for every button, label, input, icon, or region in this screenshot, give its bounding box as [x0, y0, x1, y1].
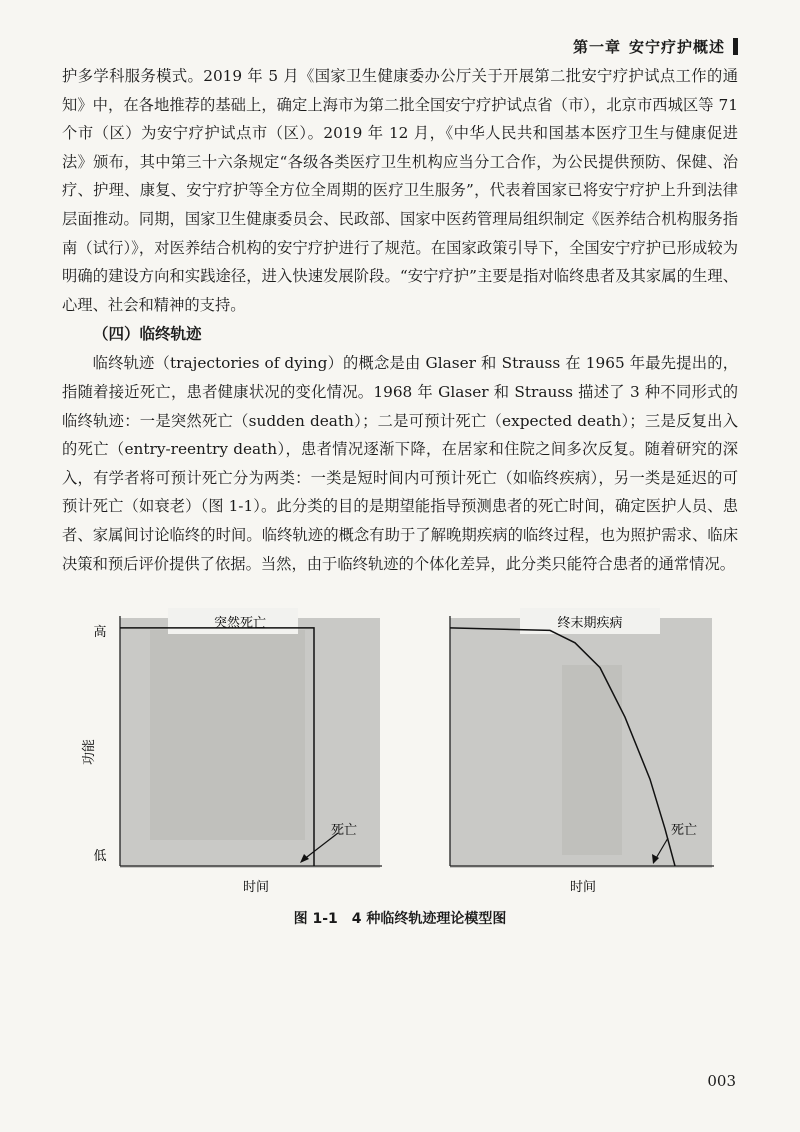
panel-sudden-death-x-label: 时间	[242, 880, 270, 895]
panel-terminal-illness	[450, 608, 714, 895]
panel-terminal-illness-title: 终末期疾病	[557, 616, 623, 631]
paragraph-trajectories: 临终轨迹（trajectories of dying）的概念是由 Glaser 和 Strauss 在 1965 年最先提出的，指随着接近死亡，患者健康状况的变化情况。1968 年 Glaser 和 Strauss 描述了 3 种不同形式的临终轨迹：一是突然死亡（sudden death）；二是可预计死亡（expected death）；三是反复出入的死亡（entry-reentry death），患者情况逐渐下降，在居家和住院之间多次反复。随着研究的深入，有学者将可预计死亡分为两类：一类是短时间内可预计死亡（如临终疾病），另一类是延迟的可预计死亡（如衰老）（图 1-1）。此分类的目的是期望能指导预测患者的死亡时间，确定医护人员、患者、家属间讨论临终的时间。临终轨迹的概念有助于了解晚期疾病的临终过程，也为照护需求、临床决策和预后评价提供了依据。当然，由于临终轨迹的个体化差异，此分类只能符合患者的通常情况。	[62, 354, 738, 573]
sudden-death-death-label: 死亡	[330, 823, 358, 838]
running-header	[573, 36, 738, 57]
panel-sudden-death-shade	[150, 630, 305, 840]
page-number: 003	[707, 1072, 736, 1090]
panel-terminal-illness-x-label: 时间	[569, 880, 597, 895]
body-text	[62, 62, 738, 578]
header-bar-mark	[733, 38, 738, 55]
chapter-label: 第一章	[572, 38, 621, 56]
y-axis-label: 功能	[82, 738, 97, 766]
section-heading: （四）临终轨迹	[93, 325, 202, 344]
caption-text: 4 种临终轨迹理论模型图	[351, 911, 507, 927]
paragraph-continuation: 护多学科服务模式。2019 年 5 月《国家卫生健康委办公厅关于开展第二批安宁疗护试点工作的通知》中，在各地推荐的基础上，确定上海市为第二批全国安宁疗护试点省（市），北京市西城区等 71 个市（区）为安宁疗护试点市（区）。2019 年 12 月，《中华人民共和国基本医疗卫生与健康促进法》颁布，其中第三十六条规定“各级各类医疗卫生机构应当分工合作，为公民提供预防、保健、治疗、护理、康复、安宁疗护等全方位全周期的医疗卫生服务”，代表着国家已将安宁疗护上升到法律层面推动。同期，国家卫生健康委员会、民政部、国家中医药管理局组织制定《医养结合机构服务指南（试行）》，对医养结合机构的安宁疗护进行了规范。在国家政策引导下，全国安宁疗护已形成较为明确的建设方向和实践途径，进入快速发展阶段。“安宁疗护”主要是指对临终患者及其家属的生理、心理、社会和精神的支持。	[62, 67, 738, 314]
y-low-label: 低	[93, 849, 107, 864]
y-high-label: 高	[93, 625, 107, 640]
caption-number: 图 1-1	[293, 911, 338, 927]
panel-sudden-death	[120, 608, 382, 895]
terminal-illness-death-label: 死亡	[670, 823, 698, 838]
figure-caption	[0, 908, 800, 928]
figure-1-1	[0, 590, 800, 900]
panel-sudden-death-title: 突然死亡	[213, 616, 267, 631]
chapter-title: 安宁疗护概述	[628, 38, 725, 56]
